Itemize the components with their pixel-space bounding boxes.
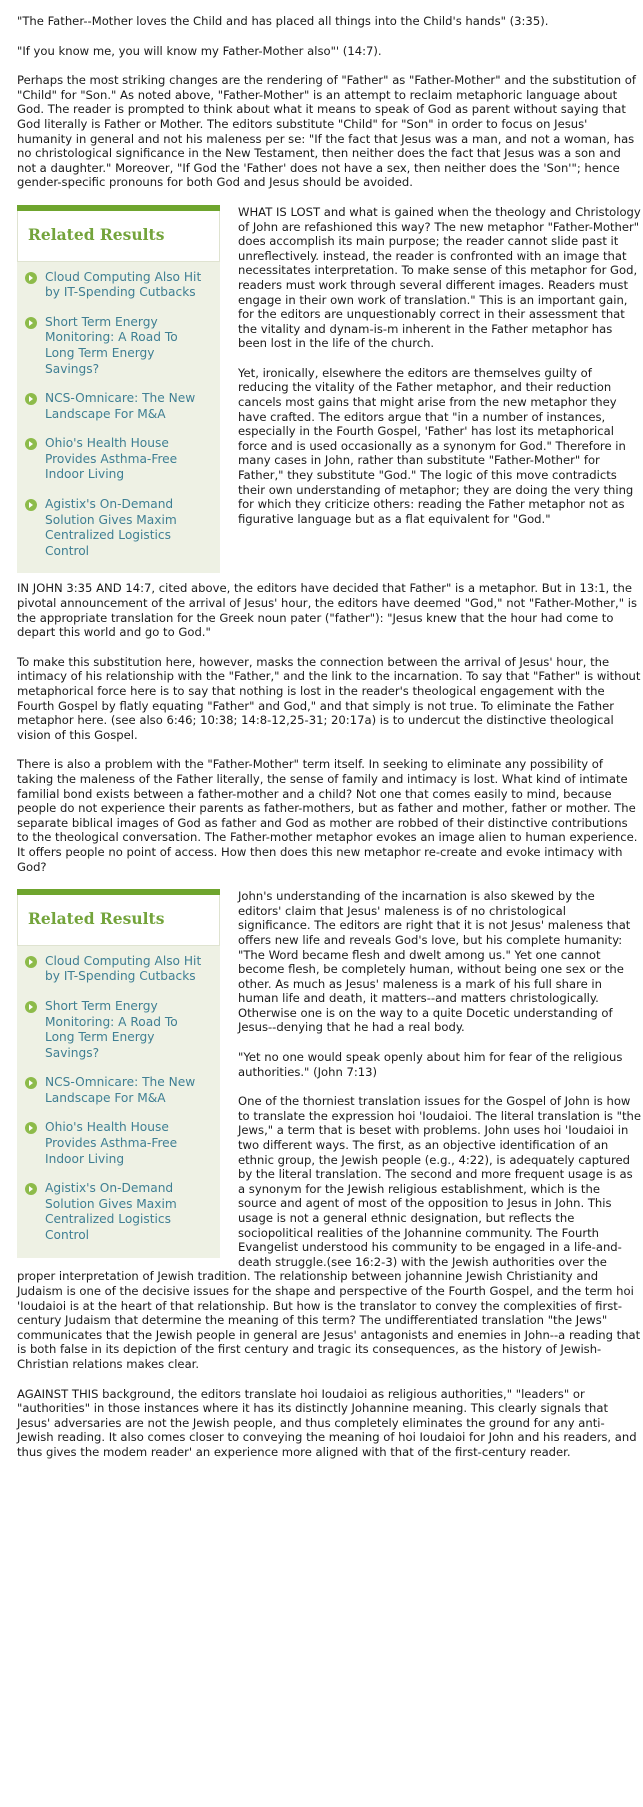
related-link[interactable]: NCS-Omnicare: The New Landscape For M&A — [25, 391, 210, 422]
related-link[interactable]: Agistix's On-Demand Solution Gives Maxim Centralized Logistics Control — [25, 497, 210, 559]
related-link[interactable]: Short Term Energy Monitoring: A Road To Long Term Energy Savings? — [25, 999, 210, 1061]
arrow-bullet-icon — [25, 438, 37, 450]
related-link[interactable]: Cloud Computing Also Hit by IT-Spending Cutbacks — [25, 954, 210, 985]
related-results-title: Related Results — [17, 895, 220, 946]
related-link[interactable]: Short Term Energy Monitoring: A Road To Long Term Energy Savings? — [25, 315, 210, 377]
arrow-bullet-icon — [25, 499, 37, 511]
paragraph: One of the thorniest translation issues for the Gospel of John is how to translate the expression hoi 'Ioudaioi. The literal translation is "the Jews," a term that is beset with problems. John uses hoi 'Ioudaioi in two different ways. The first, as an objective identification of an ethnic group, the Jewish people (e.g., 4:22), is adequately captured by the literal translation. The second and more frequent usage is as a synonym for the Jewish religious establishment, which is the source and agent of most of the opposition to Jesus in John. This usage is not a general ethnic designation, but reflects the sociopolitical realities of the Johannine community. The Fourth Evangelist understood his community to be engaged in a life-and-death struggle.(see 16:2-3) with the Jewish authorities over the proper interpretation of Jewish tradition. The relationship between johannine Jewish Christianity and Judaism is one of the decisive issues for the shape and perspective of the Fourth Gospel, and the term hoi 'Ioudaioi is at the heart of that relationship. But how is the translator to convey the complexities of first-century Judaism that determine the meaning of this term? The undifferentiated translation "the Jews" communicates that the Jewish people in general are Jesus' antagonists and enemies in John--a reading that is both false in its depiction of the first century and tragic its consequences, as the history of Jewish-Christian relations makes clear. — [17, 1094, 641, 1371]
quote-3-35: "The Father--Mother loves the Child and has placed all things into the Child's hands" (3:35). — [17, 14, 549, 28]
related-link[interactable]: Agistix's On-Demand Solution Gives Maxim Centralized Logistics Control — [25, 1181, 210, 1243]
paragraph: Yet, ironically, elsewhere the editors are themselves guilty of reducing the vitality of the Father metaphor, and their reduction cancels most gains that might arise from the new metaphor they have crafted. The editors argue that "in a number of instances, especially in the Fourth Gospel, 'Father' has lost its metaphorical force and is used occasionally as a synonym for God." Therefore in many cases in John, rather than substitute "Father-Mother" for Father," they substitute "God." The logic of this move contradicts their own understanding of metaphor; they are doing the very thing for which they criticize others: reading the Father metaphor not as figurative language but as a flat equivalent for "God." — [238, 365, 634, 526]
paragraph: To make this substitution here, however, masks the connection between the arrival of Jesus' hour, the intimacy of his relationship with the "Father," and the link to the incarnation. To say that "Father" is without metaphorical force here is to say that nothing is lost in the reader's theological engagement with the Fourth Gospel by flatly equating "Father" and God," and that simply is not true. To eliminate the Father metaphor here. (see also 6:46; 10:38; 14:8-12,25-31; 20:17a) is to undercut the distinctive theological vision of this Gospel. — [17, 654, 641, 742]
quote-7-13: "Yet no one would speak openly about him for fear of the religious authorities." (John 7:13) — [238, 1050, 623, 1079]
paragraph: There is also a problem with the "Father-Mother" term itself. In seeking to eliminate any possibility of taking the maleness of the Father literally, the sense of family and intimacy is lost. What kind of intimate familial bond exists between a father-mother and a child? Not one that comes easily to mind, because people do not experience their parents as father-mothers, but as father and mother, father or mother. The separate biblical images of God as father and God as mother are robbed of their distinctive contributions to the theological conversation. The Father-mother metaphor evokes an image alien to human experience. It offers people no point of access. How then does this new metaphor re-create and evoke intimacy with God? — [17, 757, 638, 874]
related-link[interactable]: NCS-Omnicare: The New Landscape For M&A — [25, 1075, 210, 1106]
arrow-bullet-icon — [25, 393, 37, 405]
related-results-box — [17, 205, 220, 574]
paragraph: AGAINST THIS background, the editors translate hoi Ioudaioi as religious authorities," "leaders" or "authorities" in those instances where it has its distinctly Johannine meaning. This clearly signals that Jesus' adversaries are not the Jewish people, and thus completely eliminates the ground for any anti-Jewish reading. It also comes closer to conveying the meaning of hoi Ioudaioi for John and his readers, and thus gives the modem reader' an experience more aligned with that of the first-century reader. — [17, 1386, 637, 1459]
arrow-bullet-icon — [25, 1183, 37, 1195]
arrow-bullet-icon — [25, 1001, 37, 1013]
paragraph: Perhaps the most striking changes are the rendering of "Father" as "Father-Mother" and the substitution of "Child" for "Son." As noted above, "Father-Mother" is an attempt to reclaim metaphoric language about God. The reader is prompted to think about what it means to speak of God as parent without saying that God literally is Father or Mother. The editors substitute "Child" for "Son" in order to focus on Jesus' humanity in general and not his maleness per se: "If the fact that Jesus was a man, and not a woman, has no christological significance in the New Testament, then neither does the fact that Jesus was a son and not a daughter." Moreover, "If God the 'Father' does not have a sex, then neither does the 'Son'"; hence gender-specific pronouns for both God and Jesus should be avoided. — [17, 73, 636, 190]
related-link[interactable]: Ohio's Health House Provides Asthma-Free Indoor Living — [25, 436, 210, 483]
quote-14-7: "If you know me, you will know my Father-Mother also"' (14:7). — [17, 43, 382, 58]
related-link[interactable]: Cloud Computing Also Hit by IT-Spending Cutbacks — [25, 270, 210, 301]
arrow-bullet-icon — [25, 1077, 37, 1089]
related-link[interactable]: Ohio's Health House Provides Asthma-Free Indoor Living — [25, 1120, 210, 1167]
arrow-bullet-icon — [25, 272, 37, 284]
arrow-bullet-icon — [25, 956, 37, 968]
related-results-list — [17, 262, 220, 574]
arrow-bullet-icon — [25, 317, 37, 329]
arrow-bullet-icon — [25, 1122, 37, 1134]
paragraph: IN JOHN 3:35 AND 14:7, cited above, the editors have decided that Father" is a metaphor. But in 13:1, the pivotal announcement of the arrival of Jesus' hour, the editors have deemed "God," not "Father-Mother," is the appropriate translation for the Greek noun pater ("father"): "Jesus knew that the hour had come to depart this world and go to God." — [17, 581, 637, 640]
paragraph: WHAT IS LOST and what is gained when the theology and Christology of John are refashioned this way? The new metaphor "Father-Mother" does accomplish its main purpose; the reader cannot slide past it unreflectively. instead, the reader is confronted with an image that necessitates interpretation. To make sense of this metaphor for God, readers must work through several different images. Readers must engage in their own work of translation." This is an important gain, for the editors are unquestionably correct in their assessment that the vitality and dynam-is-m inherent in the Father metaphor has been lost in the life of the church. — [238, 204, 641, 351]
related-results-list — [17, 946, 220, 1258]
paragraph: John's understanding of the incarnation is also skewed by the editors' claim that Jesus' maleness is of no christological significance. The editors are right that it is not Jesus' maleness that offers new life and reveals God's love, but his complete humanity: "The Word became flesh and dwelt among us." Yet one cannot become flesh, be completely human, without being one sex or the other. As much as Jesus' maleness is a mark of his full share in human life and death, it matters--and matters christologically. Otherwise one is on the way to a quite Docetic understanding of Jesus--denying that he had a real body. — [238, 889, 631, 1035]
related-results-title: Related Results — [17, 211, 220, 262]
related-results-box — [17, 889, 220, 1258]
